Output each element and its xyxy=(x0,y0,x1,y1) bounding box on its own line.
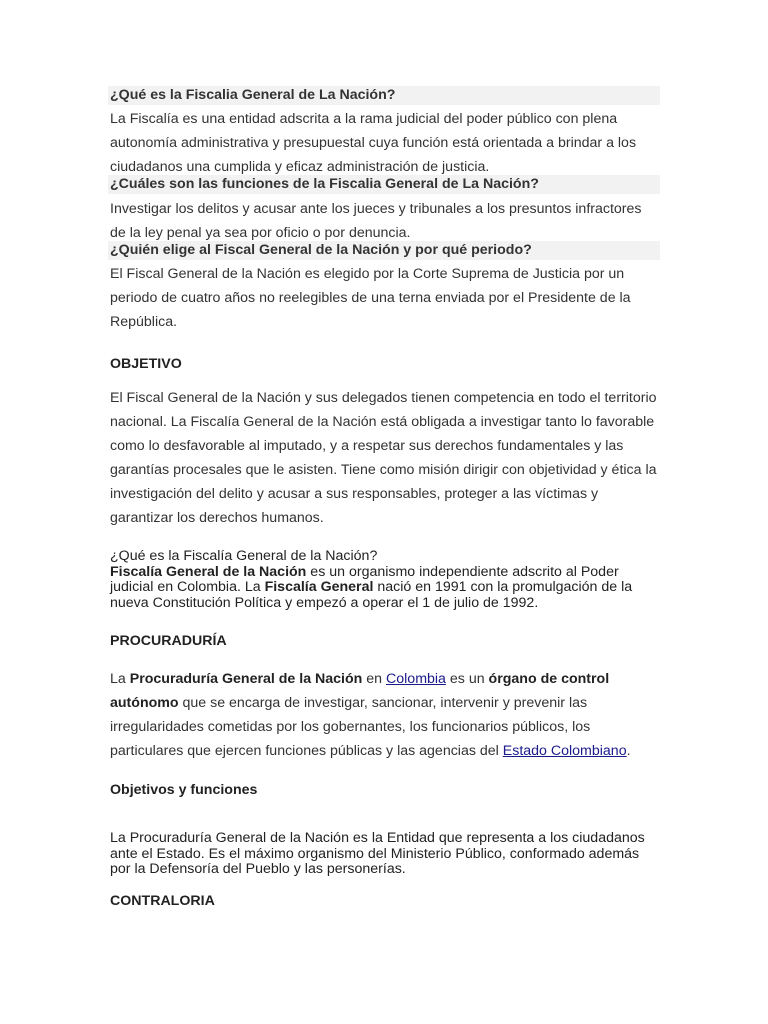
answer-paragraph-2: Investigar los delitos y acusar ante los jueces y tribunales a los presuntos infractores de la ley penal ya sea por oficio o por denuncia. xyxy=(110,201,642,241)
procuraduria-paragraph xyxy=(110,667,660,763)
fiscalia-general-bold: Fiscalía General xyxy=(264,579,374,595)
proc-text-3: es un xyxy=(445,671,489,687)
objetivo-heading: OBJETIVO xyxy=(110,356,182,372)
proc-text-2: en xyxy=(362,671,387,687)
colombia-link[interactable]: Colombia xyxy=(386,671,446,687)
objetivos-funciones-heading: Objetivos y funciones xyxy=(110,782,258,798)
organo-control-bold: órgano de control autónomo xyxy=(110,671,610,711)
fiscalia-text-1: es un organismo independiente adscrito al Poder judicial en Colombia. La xyxy=(110,563,619,595)
objetivos-funciones-paragraph: La Procuraduría General de la Nación es la Entidad que representa a los ciudadanos ante el Estado. Es el máximo organismo del Ministerio Público, conformado además por la Defensoría del Pueblo y las personerías. xyxy=(110,830,645,877)
estado-colombiano-link[interactable]: Estado Colombiano xyxy=(502,743,627,759)
fiscalia-name-bold: Fiscalía General de la Nación xyxy=(110,563,307,580)
question-heading-1: ¿Qué es la Fiscalia General de La Nación? xyxy=(108,86,660,105)
question-heading-4: ¿Qué es la Fiscalía General de la Nación? xyxy=(110,548,378,564)
procuraduria-heading: PROCURADURÍA xyxy=(110,633,227,649)
question-heading-2: ¿Cuáles son las funciones de la Fiscalia General de La Nación? xyxy=(108,175,660,194)
fiscalia-text-2: nació en 1991 con la promulgación de la nueva Constitución Política y empezó a operar el 1 de julio de 1992. xyxy=(110,579,633,611)
answer-paragraph-3: El Fiscal General de la Nación es elegido por la Corte Suprema de Justicia por un periodo de cuatro años no reelegibles de una terna enviada por el Presidente de la República. xyxy=(110,266,631,330)
question-heading-3: ¿Quién elige al Fiscal General de la Nación y por qué periodo? xyxy=(108,241,660,260)
answer-paragraph-1: La Fiscalía es una entidad adscrita a la rama judicial del poder público con plena autonomía administrativa y presupuestal cuya función está orientada a brindar a los ciudadanos una cumplida y eficaz administración de justicia. xyxy=(110,111,637,175)
proc-text-1: La xyxy=(110,671,130,687)
objetivo-paragraph: El Fiscal General de la Nación y sus delegados tienen competencia en todo el territorio nacional. La Fiscalía General de la Nación está obligada a investigar tanto lo favorable como lo desfavorable al imputado, y a respetar sus derechos fundamentales y las garantías procesales que le asisten. Tiene como misión dirigir con objetividad y ética la investigación del delito y acusar a sus responsables, proteger a las víctimas y garantizar los derechos humanos. xyxy=(110,390,657,526)
proc-text-5: . xyxy=(626,743,631,759)
fiscalia-definition-block xyxy=(110,549,660,611)
procuraduria-name-bold: Procuraduría General de la Nación xyxy=(129,671,363,687)
proc-text-4: que se encarga de investigar, sancionar, intervenir y prevenir las irregularidades cometidas por los gobernantes, los funcionarios públicos, los particulares que ejercen funciones públicas y las agencias del xyxy=(110,695,591,759)
contraloria-heading: CONTRALORIA xyxy=(110,893,215,909)
